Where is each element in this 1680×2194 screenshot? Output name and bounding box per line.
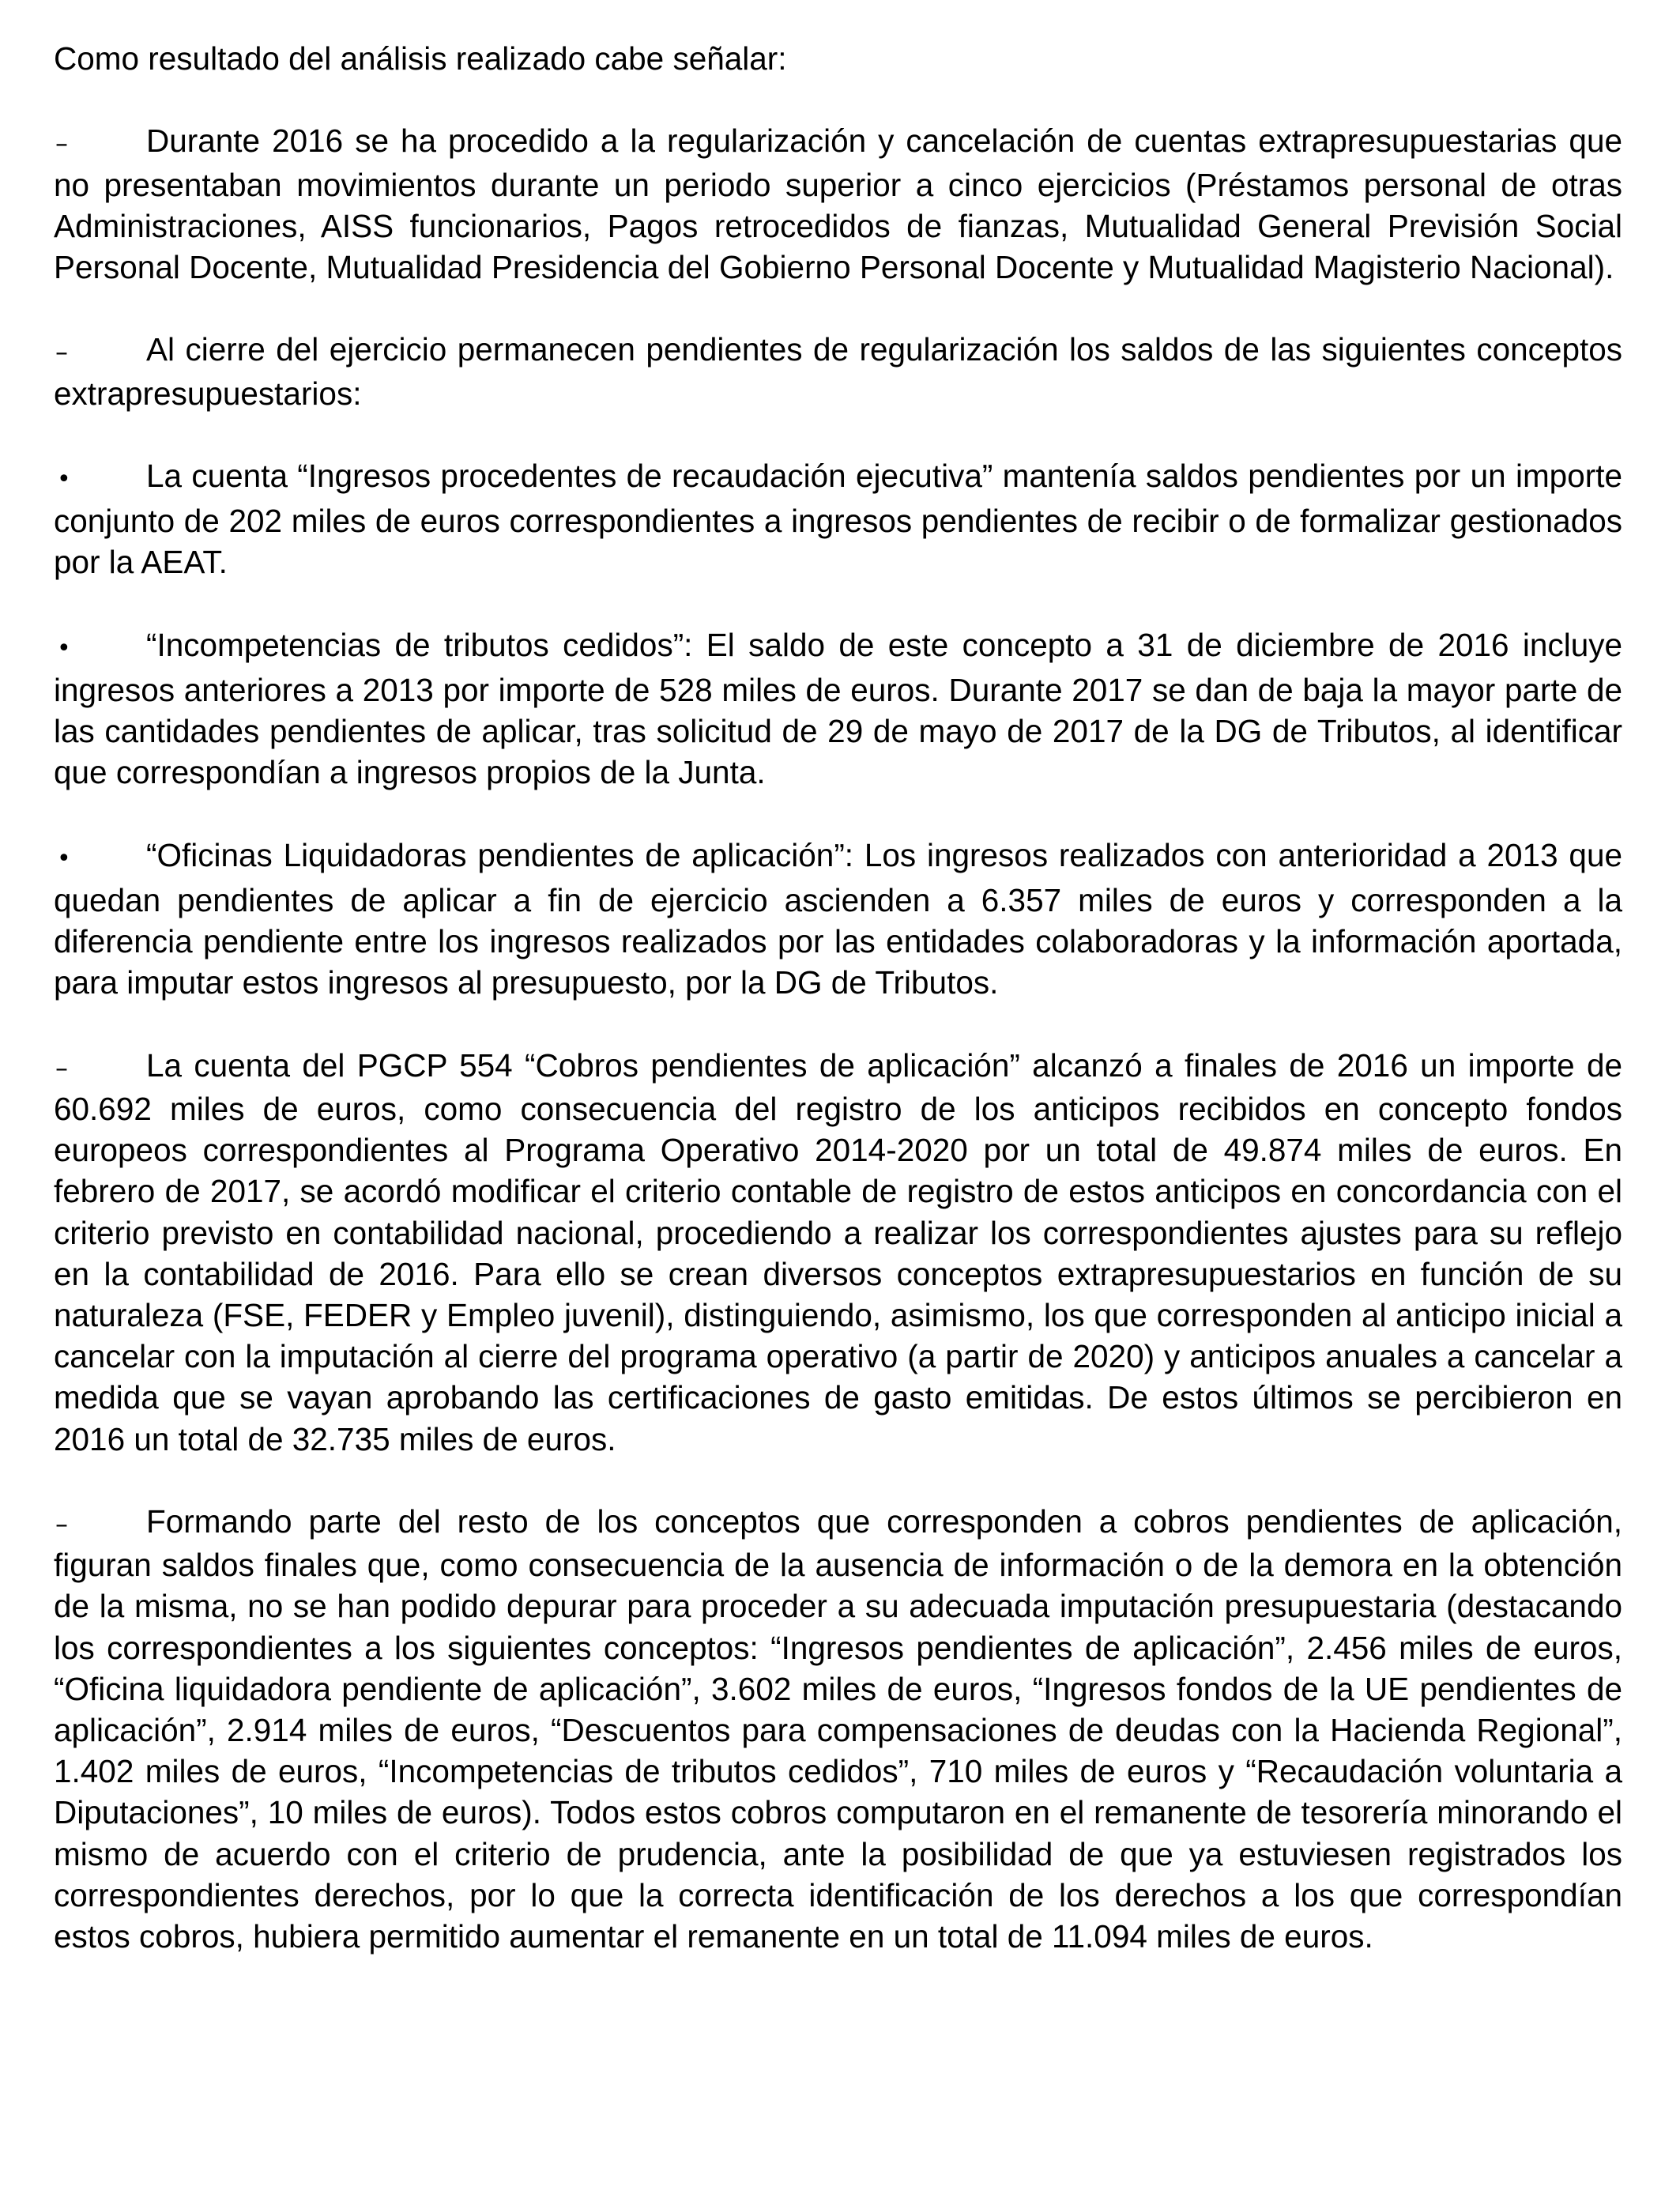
- paragraph-text: La cuenta del PGCP 554 “Cobros pendientes de aplicación” alcanzó a finales de 2016 un importe de 60.692 miles de euros, como consecuencia del registro de los anticipos recibidos en concepto fondos europeos correspondientes al Programa Operativo 2014-2020 por un total de 49.874 miles de euros. En febrero de 2017, se acordó modificar el criterio contable de registro de estos anticipos en concordancia con el criterio previsto en contabilidad nacional, procediendo a realizar los correspondientes ajustes para su reflejo en la contabilidad de 2016. Para ello se crean diversos conceptos extrapresupuestarios en función de su naturaleza (FSE, FEDER y Empleo juvenil), distinguiendo, asimismo, los que corresponden al anticipo inicial a cancelar con la imputación al cierre del programa operativo (a partir de 2020) y anticipos anuales a cancelar a medida que se vayan aprobando las certificaciones de gasto emitidas. De estos últimos se percibieron en 2016 un total de 32.735 miles de euros.: [54, 1046, 1622, 1457]
- paragraph-cobros-pendientes: [54, 1501, 1622, 1957]
- paragraph-text: Al cierre del ejercicio permanecen pendientes de regularización los saldos de las siguientes conceptos extrapresupuestarios:: [54, 331, 1622, 412]
- paragraph-cuenta-pgcp-554: [54, 1045, 1622, 1460]
- bullet-marker: •: [57, 844, 71, 873]
- dash-marker: –: [55, 1052, 68, 1083]
- dash-marker: –: [55, 128, 68, 159]
- paragraph-text: Formando parte del resto de los conceptos que corresponden a cobros pendientes de aplicación, figuran saldos finales que, como consecuencia de la ausencia de información o de la demora en la obtención de la misma, no se han podido depurar para proceder a su adecuada imputación presupuestaria (destacando los correspondientes a los siguientes conceptos: “Ingresos pendientes de aplicación”, 2.456 miles de euros, “Oficina liquidadora pendiente de aplicación”, 3.602 miles de euros, “Ingresos fondos de la UE pendientes de aplicación”, 2.914 miles de euros, “Descuentos para compensaciones de deudas con la Hacienda Regional”, 1.402 miles de euros, “Incompetencias de tributos cedidos”, 710 miles de euros y “Recaudación voluntaria a Diputaciones”, 10 miles de euros). Todos estos cobros computaron en el remanente de tesorería minorando el mismo de acuerdo con el criterio de prudencia, ante la posibilidad de que ya estuviesen registrados los correspondientes derechos, por lo que la correcta identificación de los derechos a los que correspondían estos cobros, hubiera permitido aumentar el remanente en un total de 11.094 miles de euros.: [54, 1503, 1622, 1955]
- paragraph-text: “Oficinas Liquidadoras pendientes de aplicación”: Los ingresos realizados con anterioridad a 2013 que quedan pendientes de aplicar a fin de ejercicio ascienden a 6.357 miles de euros y corresponden a la diferencia pendiente entre los ingresos realizados por las entidades colaboradoras y la información aportada, para imputar estos ingresos al presupuesto, por la DG de Tributos.: [54, 836, 1622, 1001]
- bullet-oficinas-liquidadoras: [54, 835, 1622, 1004]
- paragraph-text: “Incompetencias de tributos cedidos”: El saldo de este concepto a 31 de diciembre de 2016 incluye ingresos anteriores a 2013 por importe de 528 miles de euros. Durante 2017 se dan de baja la mayor parte de las cantidades pendientes de aplicar, tras solicitud de 29 de mayo de 2017 de la DG de Tributos, al identificar que correspondían a ingresos propios de la Junta.: [54, 626, 1622, 791]
- paragraph-regularizacion-2016: [54, 120, 1622, 288]
- bullet-marker: •: [57, 465, 71, 493]
- bullet-incompetencias-tributos: [54, 624, 1622, 794]
- intro-paragraph: Como resultado del análisis realizado cabe señalar:: [54, 40, 787, 77]
- bullet-marker: •: [57, 634, 71, 662]
- document-page: [54, 38, 1622, 1998]
- paragraph-text: Durante 2016 se ha procedido a la regularización y cancelación de cuentas extrapresupuestarias que no presentaban movimientos durante un periodo superior a cinco ejercicios (Préstamos personal de otras Administraciones, AISS funcionarios, Pagos retrocedidos de fianzas, Mutualidad General Previsión Social Personal Docente, Mutualidad Presidencia del Gobierno Personal Docente y Mutualidad Magisterio Nacional).: [54, 123, 1622, 285]
- dash-marker: –: [55, 1509, 68, 1539]
- paragraph-text: La cuenta “Ingresos procedentes de recaudación ejecutiva” mantenía saldos pendientes por un importe conjunto de 202 miles de euros correspondientes a ingresos pendientes de recibir o de formalizar gestionados por la AEAT.: [54, 457, 1622, 581]
- bullet-recaudacion-ejecutiva: [54, 455, 1622, 583]
- paragraph-pendientes-cierre: [54, 329, 1622, 413]
- dash-marker: –: [55, 337, 68, 368]
